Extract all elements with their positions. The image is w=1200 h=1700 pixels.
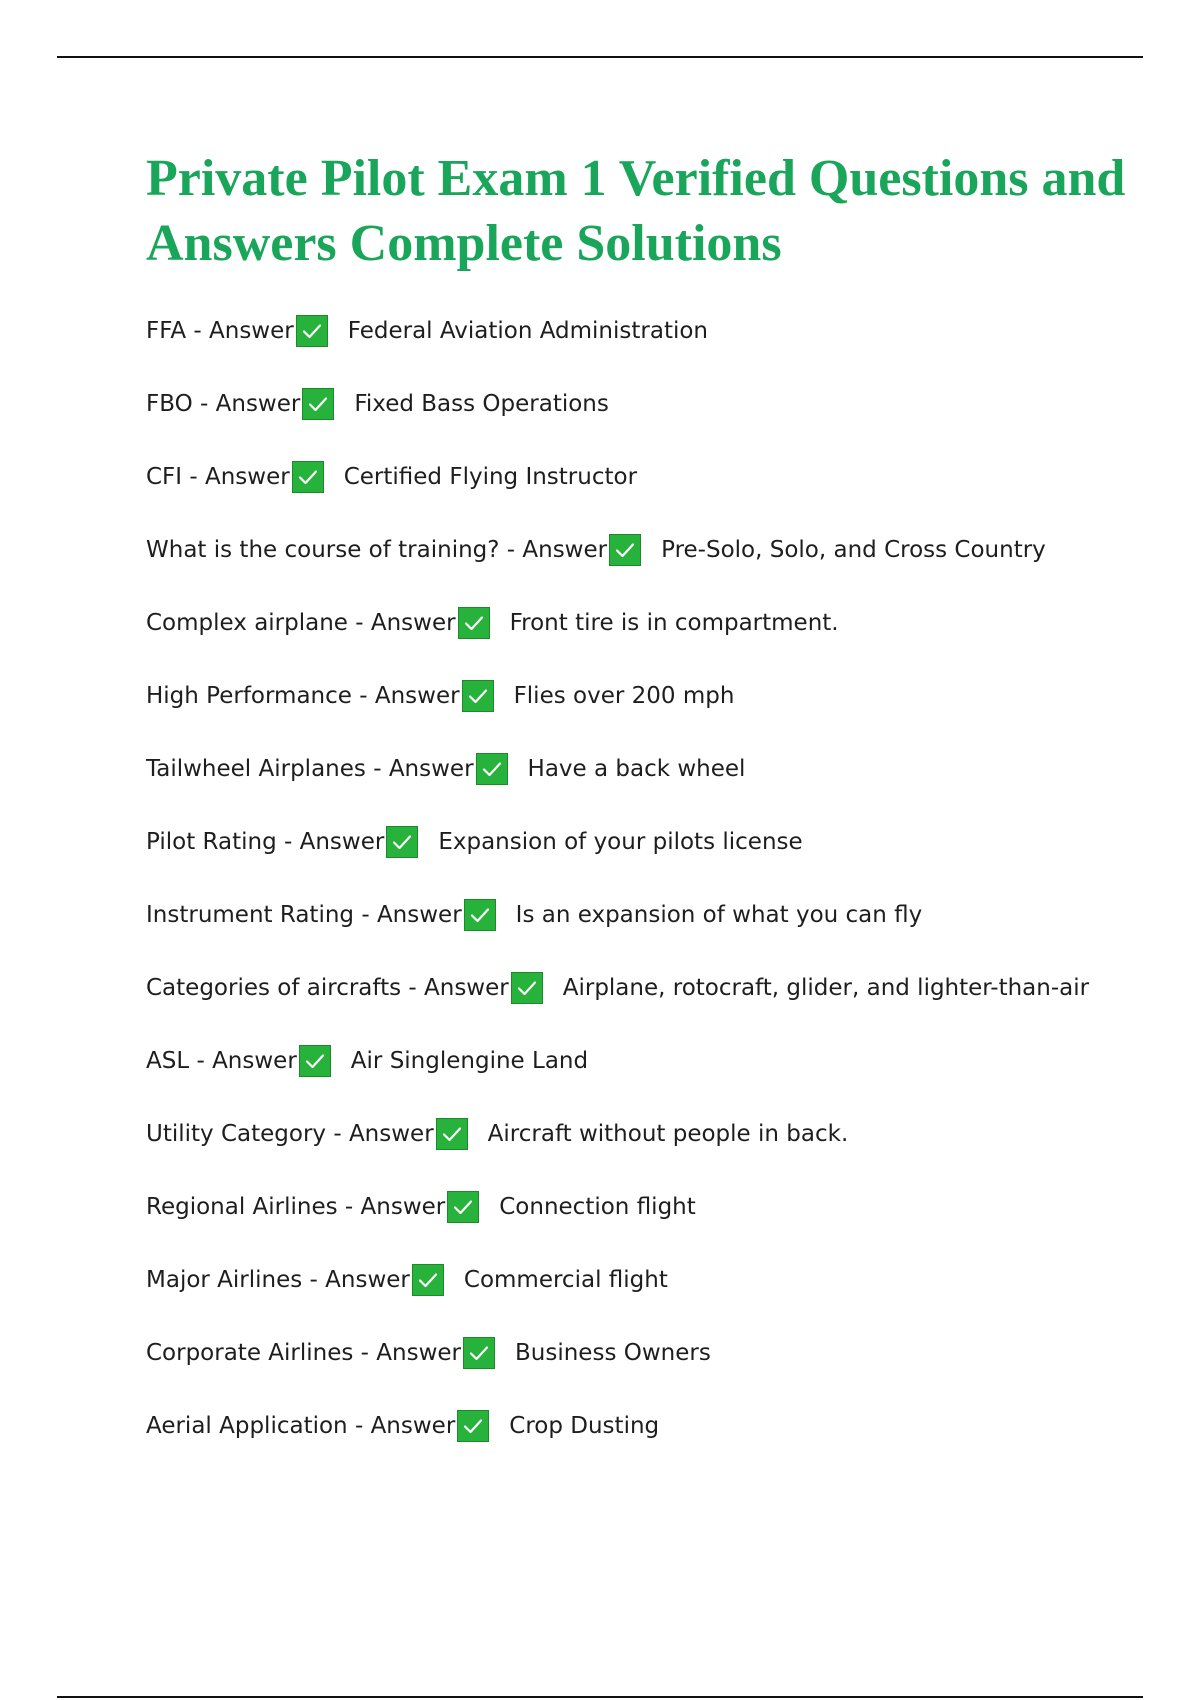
answer-text: Is an expansion of what you can fly <box>515 901 923 928</box>
qa-item <box>146 440 1136 513</box>
answer-separator: - <box>302 1266 326 1293</box>
check-mark-icon <box>436 1118 468 1150</box>
answer-separator: - <box>337 1193 361 1220</box>
check-mark-icon <box>447 1191 479 1223</box>
answer-separator: - <box>276 828 300 855</box>
question-text: High Performance <box>146 682 352 709</box>
answer-text: Federal Aviation Administration <box>347 317 709 344</box>
check-mark-icon <box>464 899 496 931</box>
question-text: Categories of aircrafts <box>146 974 402 1001</box>
qa-item <box>146 732 1136 805</box>
question-text: Corporate Airlines <box>146 1339 354 1366</box>
answer-separator: - <box>354 901 377 928</box>
qa-item <box>146 1024 1136 1097</box>
answer-text: Crop Dusting <box>509 1412 660 1439</box>
check-mark-icon <box>463 1337 495 1369</box>
answer-separator: - <box>347 1412 371 1439</box>
answer-text: Expansion of your pilots license <box>438 828 803 855</box>
answer-separator: - <box>499 536 523 563</box>
document-body <box>146 146 1136 1462</box>
question-text: Complex airplane <box>146 609 348 636</box>
check-mark-icon <box>511 972 543 1004</box>
qa-item <box>146 1389 1136 1462</box>
answer-marker: Answer <box>522 536 608 563</box>
answer-text: Air Singlengine Land <box>350 1047 589 1074</box>
answer-text: Business Owners <box>515 1339 711 1366</box>
question-text: CFI <box>146 463 183 490</box>
question-text: Regional Airlines <box>146 1193 338 1220</box>
answer-marker: Answer <box>424 974 509 1001</box>
answer-text: Certified Flying Instructor <box>343 463 638 490</box>
answer-text: Airplane, rotocraft, glider, and lighter-than-air <box>562 974 1090 1001</box>
question-text: Major Airlines <box>146 1266 303 1293</box>
qa-item <box>146 1243 1136 1316</box>
check-mark-icon <box>386 826 418 858</box>
answer-marker: Answer <box>376 901 462 928</box>
check-mark-icon <box>458 607 490 639</box>
check-mark-icon <box>292 461 324 493</box>
answer-separator: - <box>353 1339 377 1366</box>
answer-marker: Answer <box>376 1339 461 1366</box>
check-mark-icon <box>412 1264 444 1296</box>
answer-separator: - <box>182 463 205 490</box>
answer-marker: Answer <box>348 1120 434 1147</box>
answer-separator: - <box>326 1120 349 1147</box>
qa-item <box>146 1097 1136 1170</box>
qa-item <box>146 805 1136 878</box>
qa-item <box>146 951 1136 1024</box>
question-text: What is the course of training? <box>146 536 500 563</box>
check-mark-icon <box>609 534 641 566</box>
answer-separator: - <box>189 1047 213 1074</box>
question-text: FBO <box>146 390 193 417</box>
qa-item <box>146 659 1136 732</box>
answer-text: Flies over 200 mph <box>513 682 735 709</box>
answer-marker: Answer <box>209 317 294 344</box>
check-mark-icon <box>302 388 334 420</box>
answer-separator: - <box>347 609 371 636</box>
answer-marker: Answer <box>388 755 474 782</box>
question-text: FFA <box>146 317 187 344</box>
question-text: Utility Category <box>146 1120 327 1147</box>
question-text: Pilot Rating <box>146 828 277 855</box>
answer-marker: Answer <box>212 1047 297 1074</box>
answer-marker: Answer <box>370 1412 456 1439</box>
answer-separator: - <box>186 317 210 344</box>
answer-text: Pre-Solo, Solo, and Cross Country <box>661 536 1046 563</box>
answer-marker: Answer <box>325 1266 410 1293</box>
answer-text: Have a back wheel <box>527 755 746 782</box>
document-title: Private Pilot Exam 1 Verified Questions and Answers Complete Solutions <box>146 150 1126 272</box>
answer-marker: Answer <box>360 1193 446 1220</box>
answer-marker: Answer <box>205 463 290 490</box>
qa-item <box>146 878 1136 951</box>
answer-separator: - <box>401 974 425 1001</box>
answer-text: Aircraft without people in back. <box>487 1120 849 1147</box>
question-text: Aerial Application <box>146 1412 348 1439</box>
answer-text: Connection flight <box>499 1193 696 1220</box>
check-mark-icon <box>462 680 494 712</box>
top-divider <box>57 56 1143 58</box>
check-mark-icon <box>457 1410 489 1442</box>
answer-marker: Answer <box>370 609 456 636</box>
qa-item <box>146 1316 1136 1389</box>
answer-text: Front tire is in compartment. <box>509 609 839 636</box>
check-mark-icon <box>296 315 328 347</box>
question-text: ASL <box>146 1047 190 1074</box>
qa-item <box>146 513 1136 586</box>
answer-text: Commercial flight <box>463 1266 668 1293</box>
answer-text: Fixed Bass Operations <box>354 390 609 417</box>
check-mark-icon <box>299 1045 331 1077</box>
bottom-divider <box>57 1696 1143 1698</box>
question-text: Instrument Rating <box>146 901 355 928</box>
qa-item <box>146 586 1136 659</box>
answer-marker: Answer <box>374 682 460 709</box>
answer-marker: Answer <box>299 828 385 855</box>
question-text: Tailwheel Airplanes <box>146 755 366 782</box>
qa-item <box>146 294 1136 367</box>
qa-item <box>146 367 1136 440</box>
answer-marker: Answer <box>215 390 301 417</box>
check-mark-icon <box>476 753 508 785</box>
answer-separator: - <box>365 755 389 782</box>
qa-list <box>146 294 1136 1462</box>
answer-separator: - <box>192 390 216 417</box>
answer-separator: - <box>351 682 375 709</box>
qa-item <box>146 1170 1136 1243</box>
